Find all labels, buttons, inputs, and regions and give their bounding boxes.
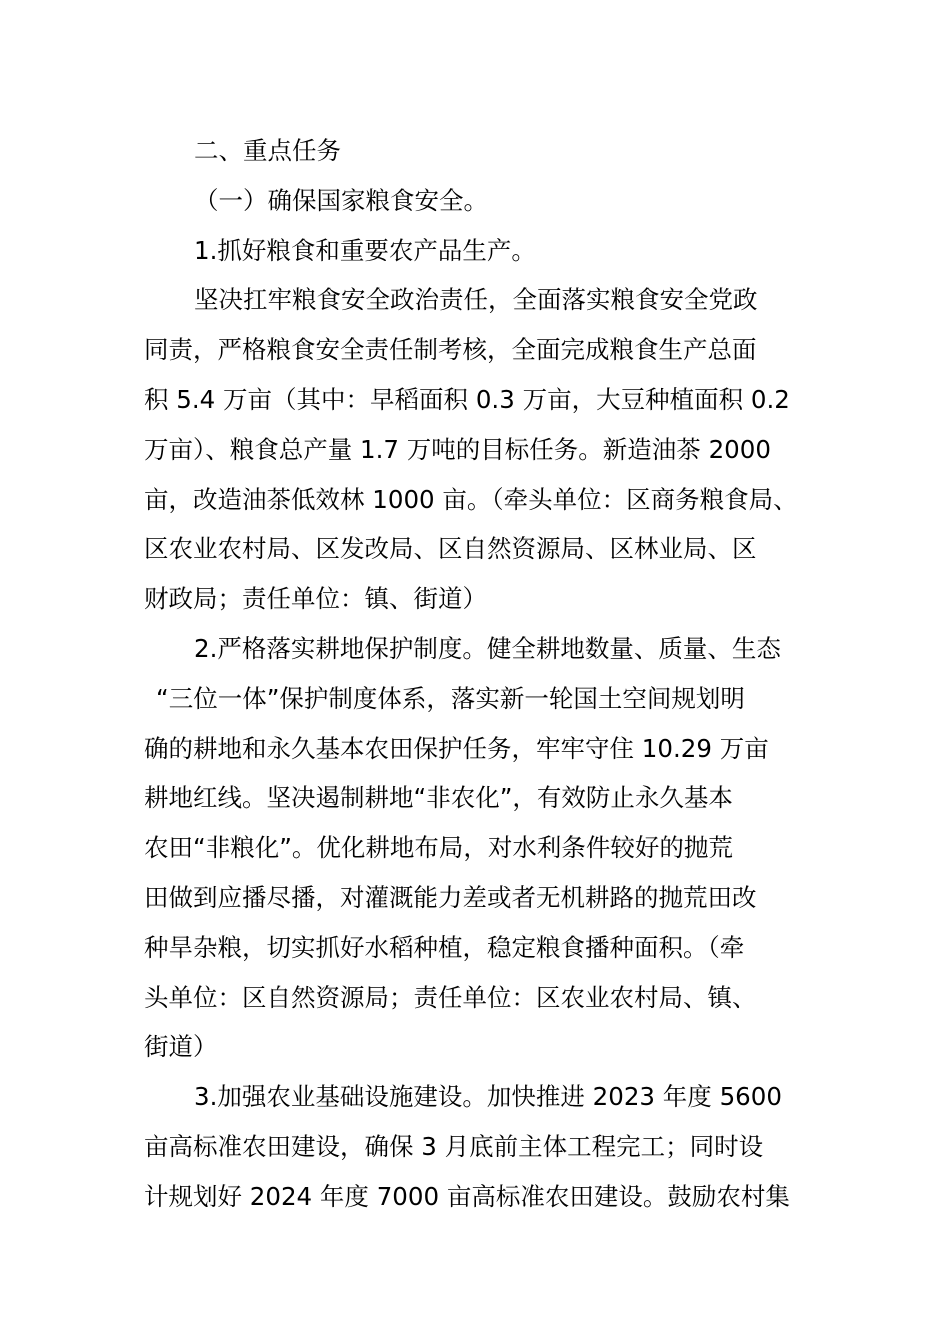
item2-line: 街道） (144, 1032, 218, 1062)
item2-line: “三位一体”保护制度体系，落实新一轮国土空间规划明 (156, 683, 745, 713)
item3-line: 3.加强农业基础设施建设。加快推进 2023 年度 5600 (194, 1082, 782, 1112)
item3-line: 亩高标准农田建设，确保 3 月底前主体工程完工；同时设 (144, 1131, 764, 1161)
item2-line: 确的耕地和永久基本农田保护任务，牢牢守住 10.29 万亩 (144, 733, 769, 763)
item3-line: 计规划好 2024 年度 7000 亩高标准农田建设。鼓励农村集 (144, 1181, 790, 1211)
item1-title: 1.抓好粮食和重要农产品生产。 (194, 235, 536, 265)
item2-line: 耕地红线。坚决遏制耕地“非农化”，有效防止永久基本 (144, 783, 733, 813)
item1-line: 坚决扛牢粮食安全政治责任，全面落实粮食安全党政 (194, 285, 758, 315)
item2-line: 2.严格落实耕地保护制度。健全耕地数量、质量、生态 (194, 633, 781, 663)
section-heading: 二、重点任务 (194, 136, 341, 165)
item2-line: 田做到应播尽播，对灌溉能力差或者无机耕路的抛荒田改 (144, 882, 757, 912)
item1-line: 区农业农村局、区发改局、区自然资源局、区林业局、区 (144, 534, 757, 564)
subsection-heading: （一）确保国家粮食安全。 (194, 185, 488, 215)
item1-line: 积 5.4 万亩（其中：早稻面积 0.3 万亩，大豆种植面积 0.2 (144, 384, 790, 414)
item2-line: 种旱杂粮，切实抓好水稻种植，稳定粮食播种面积。（牵 (144, 932, 745, 962)
item1-line: 财政局；责任单位：镇、街道） (144, 584, 487, 614)
item2-line: 头单位：区自然资源局；责任单位：区农业农村局、镇、 (144, 982, 757, 1012)
item1-line: 万亩）、粮食总产量 1.7 万吨的目标任务。新造油茶 2000 (144, 434, 771, 464)
item2-line: 农田“非粮化”。优化耕地布局，对水利条件较好的抛荒 (144, 833, 733, 863)
item1-line: 同责，严格粮食安全责任制考核，全面完成粮食生产总面 (144, 335, 757, 365)
document-page (144, 126, 810, 1222)
item1-line: 亩，改造油茶低效林 1000 亩。（牵头单位：区商务粮食局、 (144, 484, 798, 514)
